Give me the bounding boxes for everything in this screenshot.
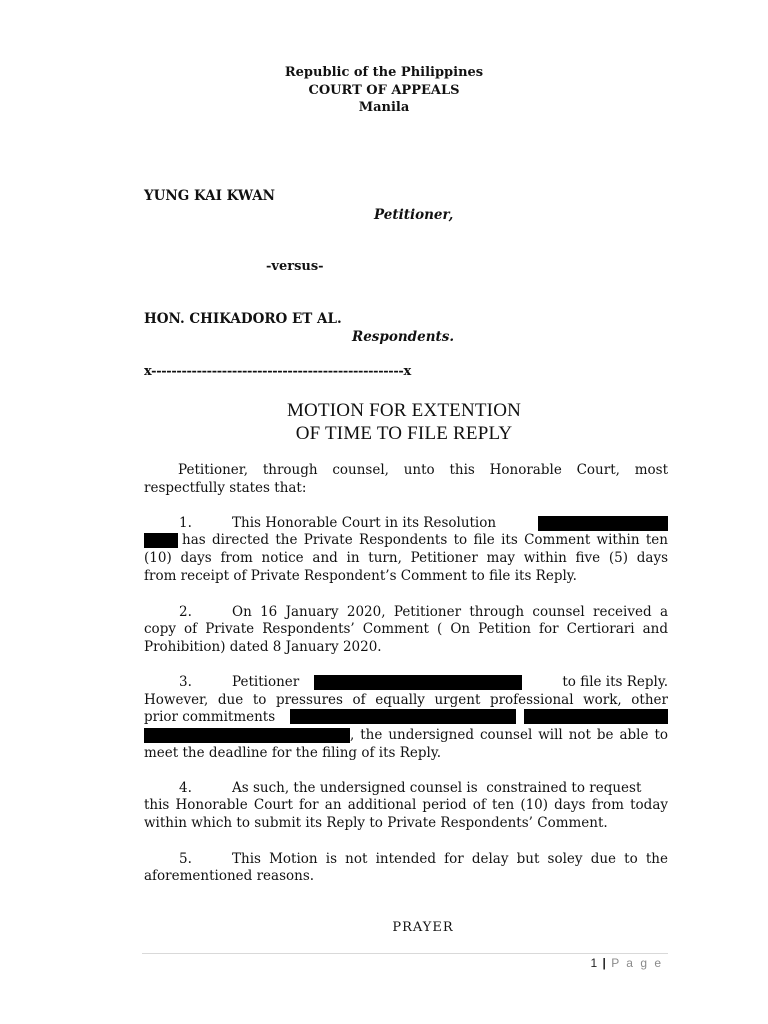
page-label: P a g e: [611, 956, 663, 970]
para4-line1: [144, 779, 668, 797]
para3-number: 3.: [179, 674, 192, 690]
redaction-block: [144, 533, 178, 548]
page-number: 1: [590, 956, 598, 970]
respondent-label: Respondents.: [352, 329, 455, 345]
para3-line4: [144, 726, 668, 744]
motion-title-line2: OF TIME TO FILE REPLY: [295, 423, 513, 444]
para5-line1: [144, 850, 668, 868]
para1-text2: has directed the Private Respondents to file its Comment within ten: [182, 532, 668, 548]
page-footer: [590, 956, 663, 970]
para1-line1: [144, 514, 668, 532]
para3-line5: meet the deadline for the filing of its Reply.: [144, 745, 441, 761]
para5-text1: This Motion is not intended for delay but soley due to the: [232, 851, 668, 867]
para1-number: 1.: [179, 515, 192, 531]
versus-label: -versus-: [266, 259, 324, 274]
para2-text1: On 16 January 2020, Petitioner through counsel received a: [232, 604, 668, 620]
footer-separator: |: [602, 956, 606, 970]
para4-line2: this Honorable Court for an additional period of ten (10) days from today: [144, 797, 668, 813]
para4-text1: As such, the undersigned counsel is constrained to request: [232, 780, 642, 796]
para3-line2: However, due to pressures of equally urgent professional work, other: [144, 692, 668, 708]
redaction-block: [538, 516, 668, 531]
para5-number: 5.: [179, 851, 192, 867]
respondent-name: HON. CHIKADORO ET AL.: [144, 311, 342, 327]
para1-line3: (10) days from notice and in turn, Petitioner may within five (5) days: [144, 550, 668, 566]
intro-line2: respectfully states that:: [144, 480, 307, 496]
redaction-block: [144, 728, 350, 743]
petitioner-name: YUNG KAI KWAN: [144, 188, 276, 204]
para3-line1: [144, 673, 668, 691]
header-court: COURT OF APPEALS: [308, 83, 460, 98]
para2-number: 2.: [179, 604, 192, 620]
para5-line2: aforementioned reasons.: [144, 868, 315, 884]
motion-title-line1: MOTION FOR EXTENTION: [286, 400, 522, 421]
header-republic: Republic of the Philippines: [284, 65, 484, 80]
redaction-block: [290, 709, 516, 724]
para3-text1a: Petitioner: [232, 674, 300, 690]
petitioner-label: Petitioner,: [374, 207, 454, 223]
caption-separator: x--------------------------------------------------x: [144, 364, 411, 379]
redaction-block: [314, 675, 522, 690]
header-city: Manila: [358, 100, 410, 115]
para4-line3: within which to submit its Reply to Private Respondents’ Comment.: [144, 815, 608, 831]
para2-line1: [144, 603, 668, 621]
para3-text4: , the undersigned counsel will not be able to: [350, 727, 668, 743]
para3-text1b: to file its Reply.: [562, 674, 668, 690]
para2-line3: Prohibition) dated 8 January 2020.: [144, 639, 382, 655]
para2-line2: copy of Private Respondents’ Comment ( On Petition for Certiorari and: [144, 621, 668, 637]
para3-line3: [144, 708, 668, 726]
footer-rule: [142, 953, 668, 954]
intro-line1: Petitioner, through counsel, unto this Honorable Court, most: [178, 462, 668, 478]
para1-line4: from receipt of Private Respondent’s Comment to file its Reply.: [144, 568, 577, 584]
para1-text1: This Honorable Court in its Resolution: [232, 515, 497, 531]
redaction-block: [524, 709, 668, 724]
prayer-heading: PRAYER: [392, 920, 454, 935]
para3-text3: prior commitments: [144, 709, 276, 725]
para4-number: 4.: [179, 780, 192, 796]
para1-line2: [144, 531, 668, 549]
